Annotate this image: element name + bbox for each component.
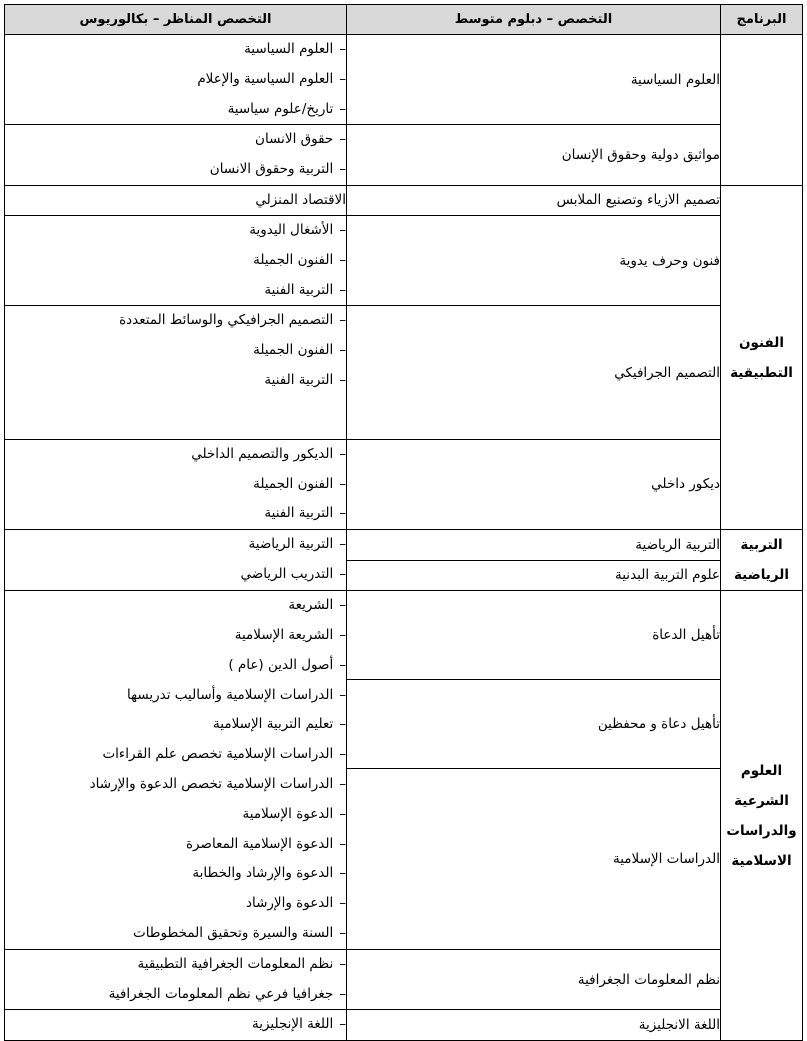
bachelor-item: –الدراسات الإسلامية تخصص علم القراءات bbox=[102, 746, 346, 763]
bachelor-item: –نظم المعلومات الجغرافية التطبيقية bbox=[137, 955, 346, 972]
bachelor-item: –الدراسات الإسلامية وأساليب تدريسها bbox=[127, 686, 346, 703]
bachelor-item: –الدعوة والإرشاد والخطابة bbox=[192, 865, 346, 882]
diploma-cell: تأهيل دعاة و محفظين bbox=[347, 679, 721, 768]
bachelor-item: –الشريعة bbox=[288, 597, 346, 614]
bachelor-item: –التصميم الجرافيكي والوسائط المتعددة bbox=[119, 312, 346, 329]
bachelor-cell bbox=[5, 125, 347, 186]
specialization-table bbox=[4, 4, 803, 1041]
bachelor-item: –تعليم التربية الإسلامية bbox=[213, 716, 346, 733]
table-row bbox=[5, 185, 803, 215]
table-row bbox=[5, 530, 803, 561]
bachelor-cell bbox=[5, 530, 347, 591]
header-row bbox=[5, 5, 803, 35]
bachelor-item: –اللغة الإنجليزية bbox=[251, 1016, 346, 1033]
bachelor-item: –التربية وحقوق الانسان bbox=[209, 161, 346, 178]
diploma-cell: تصميم الازياء وتصنيع الملابس bbox=[347, 185, 721, 215]
bachelor-item: –السنة والسيرة وتحقيق المخطوطات bbox=[132, 924, 346, 941]
bachelor-item: –الدعوة والإرشاد bbox=[245, 895, 346, 912]
bachelor-item: –الفنون الجميلة bbox=[253, 251, 346, 268]
table-row bbox=[5, 1010, 803, 1041]
header-diploma: التخصص – دبلوم متوسط bbox=[347, 5, 721, 35]
bachelor-cell bbox=[5, 185, 347, 215]
bachelor-cell bbox=[5, 35, 347, 125]
diploma-cell: علوم التربية البدنية bbox=[347, 560, 721, 591]
bachelor-item: –التدريب الرياضي bbox=[240, 566, 346, 583]
bachelor-item: –أصول الدين (عام ) bbox=[228, 656, 346, 673]
bachelor-item: –الفنون الجميلة bbox=[253, 475, 346, 492]
bachelor-cell bbox=[5, 949, 347, 1010]
diploma-cell: العلوم السياسية bbox=[347, 35, 721, 125]
bachelor-item: –العلوم السياسية bbox=[244, 41, 346, 57]
program-cell bbox=[721, 35, 803, 186]
diploma-cell: ديكور داخلي bbox=[347, 439, 721, 529]
bachelor-item: –الأشغال اليدوية bbox=[249, 221, 346, 238]
table-row bbox=[5, 215, 803, 305]
table-row bbox=[5, 591, 803, 680]
bachelor-cell bbox=[5, 591, 347, 950]
diploma-cell: مواثيق دولية وحقوق الإنسان bbox=[347, 125, 721, 186]
bachelor-item: –التربية الفنية bbox=[264, 505, 346, 522]
diploma-cell: الدراسات الإسلامية bbox=[347, 768, 721, 949]
bachelor-item: –العلوم السياسية والإعلام bbox=[197, 70, 346, 87]
table-row bbox=[5, 125, 803, 186]
program-cell: العلوم الشرعية والدراسات الاسلامية bbox=[721, 591, 803, 1041]
bachelor-cell bbox=[5, 1010, 347, 1041]
bachelor-cell bbox=[5, 439, 347, 529]
diploma-cell: اللغة الانجليزية bbox=[347, 1010, 721, 1041]
program-cell: التربية الرياضية bbox=[721, 530, 803, 591]
bachelor-item: –تاريخ/علوم سياسية bbox=[227, 100, 346, 117]
table-row bbox=[5, 439, 803, 529]
diploma-cell: فنون وحرف يدوية bbox=[347, 215, 721, 305]
bachelor-item: –التربية الفنية bbox=[264, 371, 346, 388]
header-program: البرنامج bbox=[721, 5, 803, 35]
bachelor-item: الاقتصاد المنزلي bbox=[255, 191, 346, 208]
bachelor-item: –التربية الرياضية bbox=[248, 536, 346, 553]
bachelor-item: –الدعوة الإسلامية bbox=[242, 805, 346, 822]
bachelor-item: –التربية الفنية bbox=[264, 281, 346, 298]
header-bachelor: التخصص المناظر – بكالوريوس bbox=[5, 5, 347, 35]
diploma-cell: التصميم الجرافيكي bbox=[347, 306, 721, 439]
bachelor-item: –الدعوة الإسلامية المعاصرة bbox=[185, 835, 346, 852]
bachelor-item: –الشريعة الإسلامية bbox=[234, 626, 346, 643]
bachelor-item: –الديكور والتصميم الداخلي bbox=[191, 445, 346, 462]
bachelor-cell bbox=[5, 215, 347, 305]
bachelor-item: –جغرافيا فرعي نظم المعلومات الجغرافية bbox=[108, 985, 346, 1002]
bachelor-item: –حقوق الانسان bbox=[255, 131, 346, 148]
program-cell: الفنون التطبيقية bbox=[721, 185, 803, 529]
bachelor-item: –الفنون الجميلة bbox=[253, 342, 346, 359]
table-row bbox=[5, 306, 803, 439]
diploma-cell: التربية الرياضية bbox=[347, 530, 721, 561]
bachelor-item: –الدراسات الإسلامية تخصص الدعوة والإرشاد bbox=[89, 775, 346, 792]
diploma-cell: تأهيل الدعاة bbox=[347, 591, 721, 680]
bachelor-cell bbox=[5, 306, 347, 439]
table-row bbox=[5, 35, 803, 125]
table-row bbox=[5, 949, 803, 1010]
diploma-cell: نظم المعلومات الجغرافية bbox=[347, 949, 721, 1010]
